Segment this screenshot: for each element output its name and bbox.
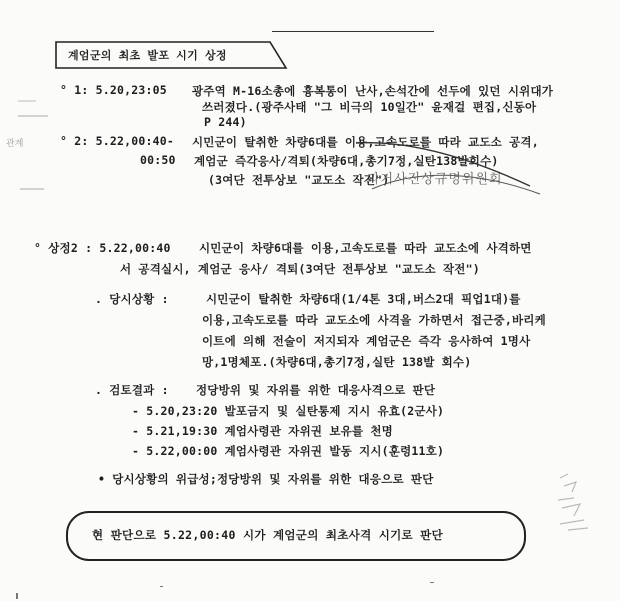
situation-label: . 당시상황 :	[95, 292, 169, 306]
scan-speck	[160, 586, 163, 587]
hypothesis-2-line-3: (3여단 전투상보 "교도소 작전")	[208, 173, 390, 187]
left-margin-mark: 관계	[6, 139, 24, 149]
hypothesis-1-line-3: P 244)	[204, 115, 247, 129]
conclusion-line-2: 서 공격실시, 계엄군 응사/ 격퇴(3여단 전투상보 "교도소 작전")	[120, 262, 480, 276]
situation-line-1: 시민군이 탈취한 차량6대(1/4톤 3대,버스2대 픽업1대)를	[206, 292, 521, 306]
situation-line-4: 망,1명체포.(차량6대,총기7정,실탄 138발 회수)	[202, 355, 472, 369]
hypothesis-2-line-2: 계엄군 즉각응사/격퇴(차량6대,총기7정,실탄138발회수)	[194, 154, 499, 168]
situation-line-3: 이트에 의해 전술이 저지되자 계엄군은 즉각 응사하여 1명사	[202, 334, 531, 348]
conclusion-label: ° 상정2 : 5.22,00:40	[34, 241, 171, 255]
page-title: 계엄군의 최초 발포 시기 상정	[68, 49, 227, 62]
review-item-1: - 5.20,23:20 발포금지 및 실탄통제 지시 유효(2군사)	[132, 404, 445, 418]
conclusion-line-1: 시민군이 차량6대를 이용,고속도로를 따라 교도소에 사격하면	[199, 241, 532, 255]
hypothesis-2-num: ° 2: 5.22,00:40-	[60, 134, 174, 148]
hypothesis-2-line-1: 시민군이 탈취한 차량6대를 이용,고속도로를 따라 교도소 공격,	[192, 135, 539, 149]
committee-stamp-text: 과거사진상규명위원회	[367, 172, 503, 187]
note-text: • 당시상황의 위급성;정당방위 및 자위를 위한 대응으로 판단	[98, 472, 434, 486]
hypothesis-2-time2: 00:50	[140, 153, 176, 167]
final-judgment-text: 현 판단으로 5.22,00:40 시가 계엄군의 최초사격 시기로 판단	[92, 528, 443, 542]
top-rule	[272, 31, 434, 32]
title-box	[54, 40, 284, 70]
scan-speck	[16, 593, 18, 599]
hypothesis-1-line-2: 쓰러졌다.(광주사태 "그 비극의 10일간" 윤재걸 편집,신동아	[202, 100, 537, 114]
hypothesis-1-num: ° 1: 5.20,23:05	[60, 83, 167, 97]
scan-speck	[430, 582, 434, 583]
review-label: . 검토결과 :	[95, 383, 169, 397]
review-text: 정당방위 및 자위를 위한 대응사격으로 판단	[196, 383, 436, 397]
review-item-2: - 5.21,19:30 계엄사령관 자위권 보유를 천명	[132, 424, 393, 438]
situation-line-2: 이용,고속도로를 따라 교도소에 사격을 가하면서 접근중,바리케	[202, 313, 546, 327]
hypothesis-1-line-1: 광주역 M-16소총에 흉복통이 난사,손석간에 선두에 있던 시위대가	[192, 84, 554, 98]
faded-side-stamp	[554, 470, 604, 540]
review-item-3: - 5.22,00:00 계엄사령관 자위권 발동 지시(훈령11호)	[132, 444, 445, 458]
